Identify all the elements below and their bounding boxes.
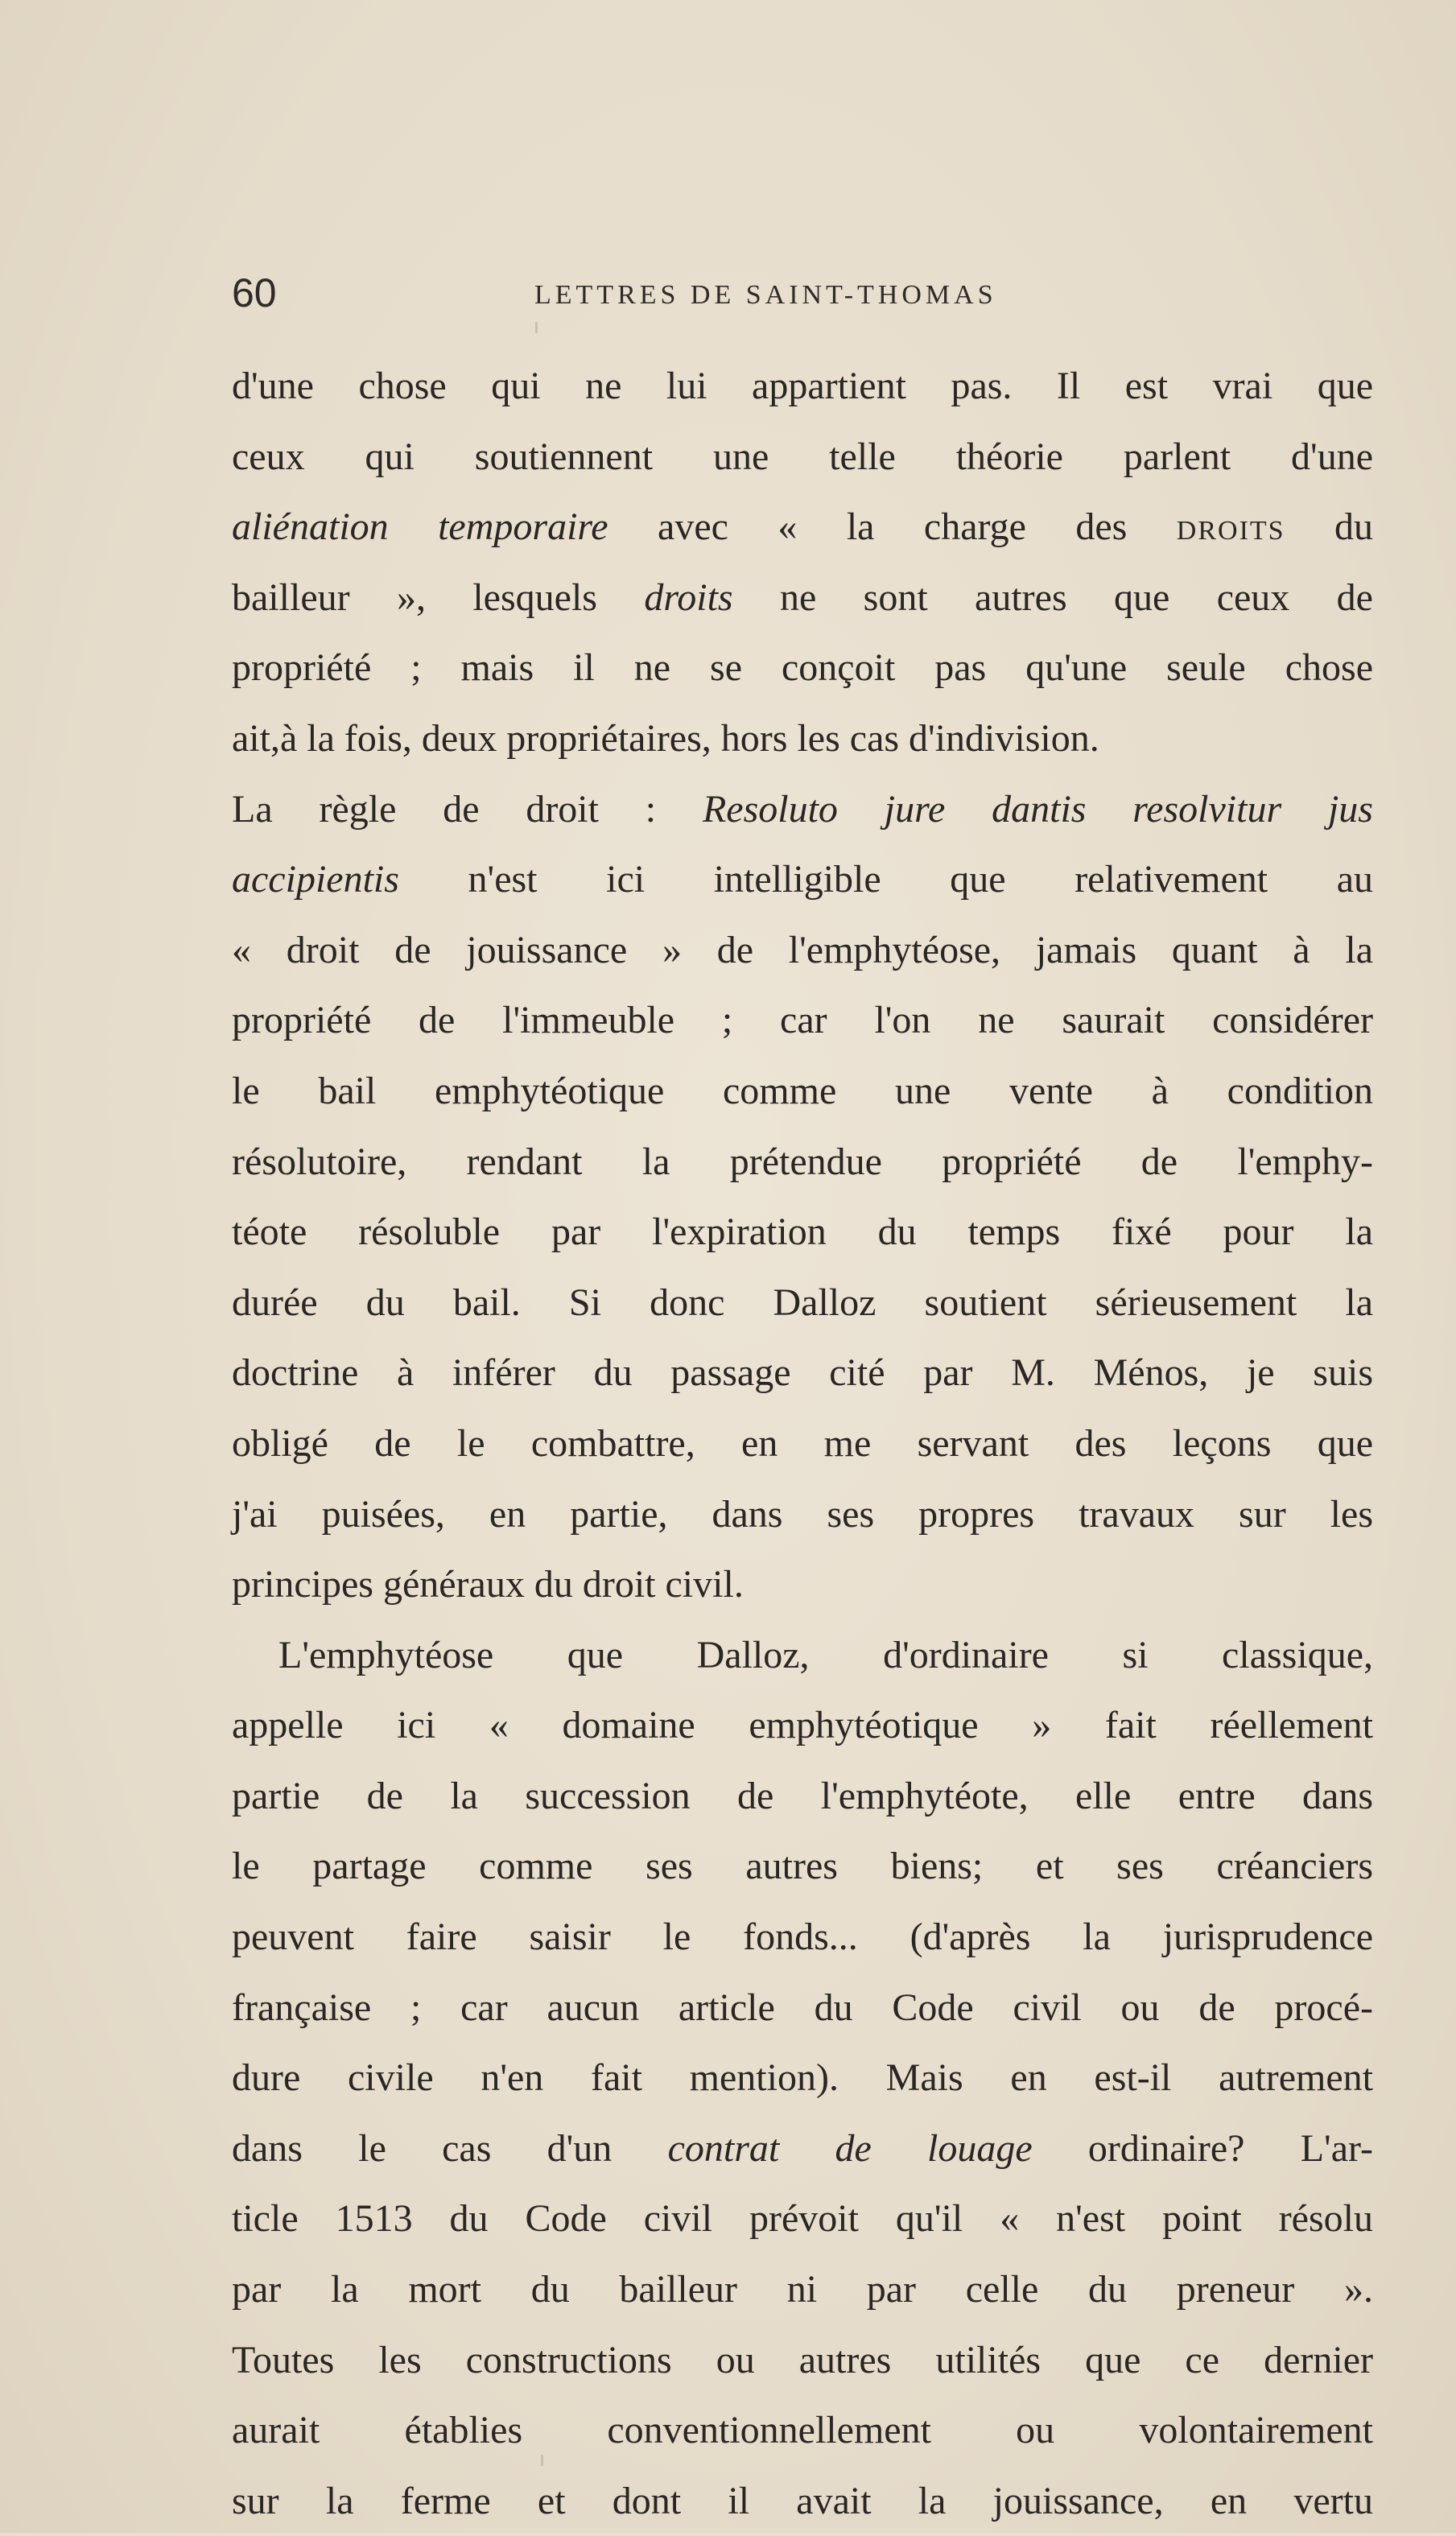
text-run: n'est ici intelligible que relativement au bbox=[398, 858, 1373, 901]
text-line: téote résoluble par l'expiration du temps fixé pour la bbox=[232, 1210, 1373, 1254]
italic-term: contrat de louage bbox=[667, 2126, 1033, 2170]
text-line: le partage comme ses autres biens; et ses créanciers bbox=[232, 1845, 1373, 1888]
running-title: LETTRES DE SAINT-THOMAS bbox=[534, 280, 997, 310]
latin-maxim: Resoluto jure dantis resolvitur jus bbox=[702, 787, 1373, 831]
text-line: ceux qui soutiennent une telle théorie parlent d'une bbox=[232, 435, 1373, 478]
text-line: ait,à la fois, deux propriétaires, hors les cas d'indivision. bbox=[232, 716, 1099, 760]
text-line: Toutes les constructions ou autres utilités que ce dernier bbox=[232, 2338, 1373, 2381]
text-run: avec « la charge des bbox=[608, 505, 1177, 549]
text-line: sur la ferme et dont il avait la jouissance, en vertu bbox=[232, 2479, 1373, 2522]
text-line: française ; car aucun article du Code civil ou de procé- bbox=[232, 1986, 1373, 2029]
text-line: peuvent faire saisir le fonds... (d'après la jurisprudence bbox=[232, 1915, 1373, 1959]
text-line: propriété de l'immeuble ; car l'on ne saurait considérer bbox=[232, 999, 1373, 1042]
text-line: propriété ; mais il ne se conçoit pas qu'une seule chose bbox=[232, 646, 1373, 690]
page-header bbox=[232, 269, 1367, 317]
text-line: aurait établies conventionnellement ou volontairement bbox=[232, 2409, 1373, 2452]
text-line: dure civile n'en fait mention). Mais en est-il autrement bbox=[232, 2056, 1373, 2100]
text-run: bailleur », lesquels bbox=[232, 575, 645, 619]
text-line: principes généraux du droit civil. bbox=[232, 1563, 744, 1606]
body-text bbox=[232, 351, 1373, 2536]
paper-speck bbox=[541, 2455, 543, 2466]
text-line bbox=[232, 2113, 1373, 2184]
small-caps-term: droits bbox=[1176, 505, 1285, 549]
text-line: partie de la succession de l'emphytéote, elle entre dans bbox=[232, 1774, 1373, 1817]
italic-term: aliénation temporaire bbox=[232, 505, 608, 549]
text-run: ne sont autres que ceux de bbox=[732, 575, 1373, 619]
text-line: durée du bail. Si donc Dalloz soutient sérieusement la bbox=[232, 1280, 1373, 1324]
text-line: d'une chose qui ne lui appartient pas. Il est vrai que bbox=[232, 365, 1373, 407]
text-line bbox=[232, 774, 1373, 845]
text-line: ticle 1513 du Code civil prévoit qu'il « n'est point résolu bbox=[232, 2197, 1373, 2241]
text-line bbox=[232, 492, 1373, 563]
page-number: 60 bbox=[232, 270, 277, 315]
text-line: résolutoire, rendant la prétendue propriété de l'emphy- bbox=[232, 1140, 1373, 1183]
text-line: par la mort du bailleur ni par celle du preneur ». bbox=[232, 2268, 1373, 2311]
text-line bbox=[232, 563, 1373, 633]
text-run: dans le cas d'un bbox=[232, 2126, 668, 2170]
text-line: obligé de le combattre, en me servant des leçons que bbox=[232, 1421, 1373, 1465]
italic-term: droits bbox=[644, 575, 733, 619]
text-line: appelle ici « domaine emphytéotique » fait réellement bbox=[232, 1704, 1373, 1747]
text-run: ordinaire? L'ar- bbox=[1032, 2126, 1374, 2170]
text-line: L'emphytéose que Dalloz, d'ordinaire si classique, bbox=[278, 1633, 1373, 1676]
text-line: « droit de jouissance » de l'emphytéose, jamais quant à la bbox=[232, 928, 1373, 971]
paper-speck bbox=[535, 322, 538, 333]
text-line bbox=[232, 844, 1373, 915]
text-line: doctrine à inférer du passage cité par M. Ménos, je suis bbox=[232, 1351, 1373, 1395]
text-run: La règle de droit : bbox=[232, 787, 703, 831]
latin-maxim-end: accipientis bbox=[232, 858, 399, 901]
text-line: j'ai puisées, en partie, dans ses propres travaux sur les bbox=[232, 1492, 1373, 1536]
text-line: le bail emphytéotique comme une vente à condition bbox=[232, 1069, 1373, 1112]
text-run: du bbox=[1285, 505, 1374, 549]
